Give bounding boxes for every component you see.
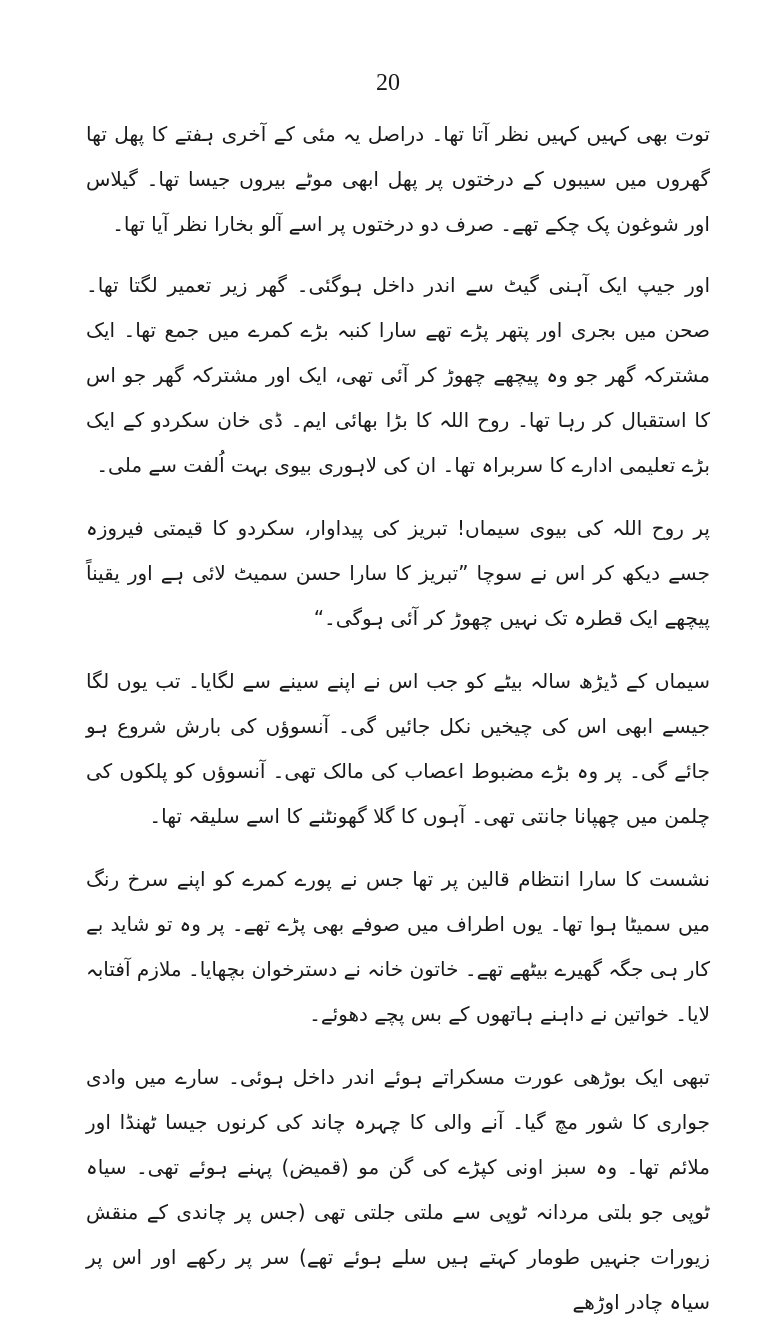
paragraph-5: نشست کا سارا انتظام قالین پر تھا جس نے پورے کمرے کو اپنے سرخ رنگ میں سمیٹا ہوا تھا۔ یوں اطراف میں صوفے بھی پڑے تھے۔ پر وہ تو شاید بے کار ہی جگہ گھیرے بیٹھے تھے۔ خاتون خانہ نے دسترخوان بچھایا۔ ملازم آفتابہ لایا۔ خواتین نے داہنے ہاتھوں کے بس پچے دھوئے۔: [86, 867, 710, 1026]
paragraph-2: اور جیپ ایک آہنی گیٹ سے اندر داخل ہوگئی۔ گھر زیر تعمیر لگتا تھا۔ صحن میں بجری اور پتھر پڑے تھے سارا کنبہ بڑے کمرے میں جمع تھا۔ ایک مشترکہ گھر جو وہ پیچھے چھوڑ کر آئی تھی، ایک اور مشترکہ گھر جو اس کا استقبال کر رہا تھا۔ روح اللہ کا بڑا بھائی ایم۔ ڈی خان سکردو کے ایک بڑے تعلیمی ادارے کا سربراہ تھا۔ ان کی لاہوری بیوی بہت اُلفت سے ملی۔: [86, 273, 710, 477]
paragraph-1: توت بھی کہیں کہیں نظر آتا تھا۔ دراصل یہ مئی کے آخری ہفتے کا پھل تھا گھروں میں سیبوں کے درختوں پر پھل ابھی موٹے بیروں جیسا تھا۔ گیلاس اور شوغون پک چکے تھے۔ صرف دو درختوں پر اسے آلو بخارا نظر آیا تھا۔: [86, 122, 710, 236]
paragraph-4: سیماں کے ڈیڑھ سالہ بیٹے کو جب اس نے اپنے سینے سے لگایا۔ تب یوں لگا جیسے ابھی اس کی چیخیں نکل جائیں گی۔ آنسوؤں کی بارش شروع ہو جائے گی۔ پر وہ بڑے مضبوط اعصاب کی مالک تھی۔ آنسوؤں کو پلکوں کی چلمن میں چھپانا جانتی تھی۔ آہوں کا گلا گھونٹنے کا اسے سلیقہ تھا۔: [86, 669, 710, 828]
page-number: 20: [376, 70, 400, 96]
page-body: [86, 112, 710, 1343]
paragraph-6: تبھی ایک بوڑھی عورت مسکراتے ہوئے اندر داخل ہوئی۔ سارے میں وادی جواری کا شور مچ گیا۔ آنے والی کا چہرہ چاند کی کرنوں جیسا ٹھنڈا اور ملائم تھا۔ وہ سبز اونی کپڑے کی گن مو (قمیض) پہنے ہوئے تھی۔ سیاہ ٹوپی جو بلتی مردانہ ٹوپی سے ملتی جلتی تھی (جس پر چاندی کے منقش زیورات جنہیں طومار کہتے ہیں سلے ہوئے تھے) سر پر رکھے اور اس پر سیاہ چادر اوڑھے: [86, 1065, 710, 1314]
paragraph-3: پر روح اللہ کی بیوی سیماں! تبریز کی پیداوار، سکردو کا قیمتی فیروزہ جسے دیکھ کر اس نے سوچا ”تبریز کا سارا حسن سمیٹ لائی ہے اور یقیناً پیچھے ایک قطرہ تک نہیں چھوڑ کر آئی ہوگی۔“: [86, 516, 710, 630]
